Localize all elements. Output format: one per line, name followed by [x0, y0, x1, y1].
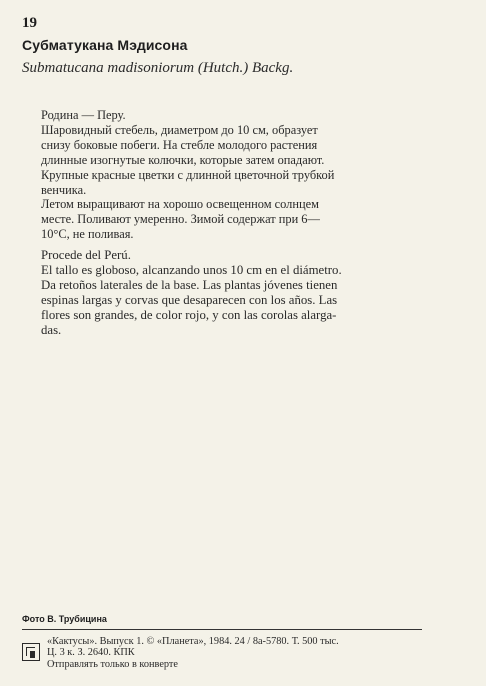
ru-line: 10°С, не поливая.: [41, 227, 134, 242]
es-line: El tallo es globoso, alcanzando unos 10 cm en el diámetro.: [41, 263, 342, 277]
es-line: flores son grandes, de color rojo, y con las corolas alarga-: [41, 308, 337, 322]
ru-line: Летом выращивают на хорошо освещенном солнцем: [41, 197, 319, 212]
ru-line: Крупные красные цветки с длинной цветочной трубкой: [41, 167, 335, 182]
card-number: 19: [22, 15, 37, 31]
ru-line: Родина — Перу.: [41, 108, 126, 122]
latin-name: Submatucana madisoniorum (Hutch.) Backg.: [22, 60, 294, 76]
es-line: Da retoños laterales de la base. Las plantas jóvenes tienen: [41, 278, 338, 292]
footer-divider: [22, 629, 422, 630]
ru-line: длинные изогнутые колючки, которые затем опадают.: [41, 152, 325, 167]
publication-info: [47, 636, 339, 670]
es-line: das.: [41, 323, 62, 337]
ru-line: венчика.: [41, 182, 87, 197]
plant-title: Субматукана Мэдисона: [22, 37, 188, 53]
ru-line: снизу боковые побеги. На стебле молодого растения: [41, 137, 318, 152]
ru-line: Шаровидный стебель, диаметром до 10 см, образует: [41, 122, 318, 137]
publisher-logo-icon: [22, 643, 40, 661]
publication-line: Отправлять только в конверте: [47, 658, 178, 670]
photo-credit: Фото В. Трубицина: [22, 614, 107, 624]
publication-line: Ц. 3 к. З. 2640. КПК: [47, 647, 135, 659]
spanish-description: [41, 248, 431, 338]
russian-description: [41, 108, 431, 242]
es-line: Procede del Perú.: [41, 248, 131, 262]
ru-line: месте. Поливают умеренно. Зимой содержат при 6—: [41, 212, 320, 227]
es-line: espinas largas y corvas que desaparecen con los años. Las: [41, 293, 338, 307]
publication-line: «Кактусы». Выпуск 1. © «Планета», 1984. 24 / 8а-5780. Т. 500 тыс.: [47, 636, 339, 647]
